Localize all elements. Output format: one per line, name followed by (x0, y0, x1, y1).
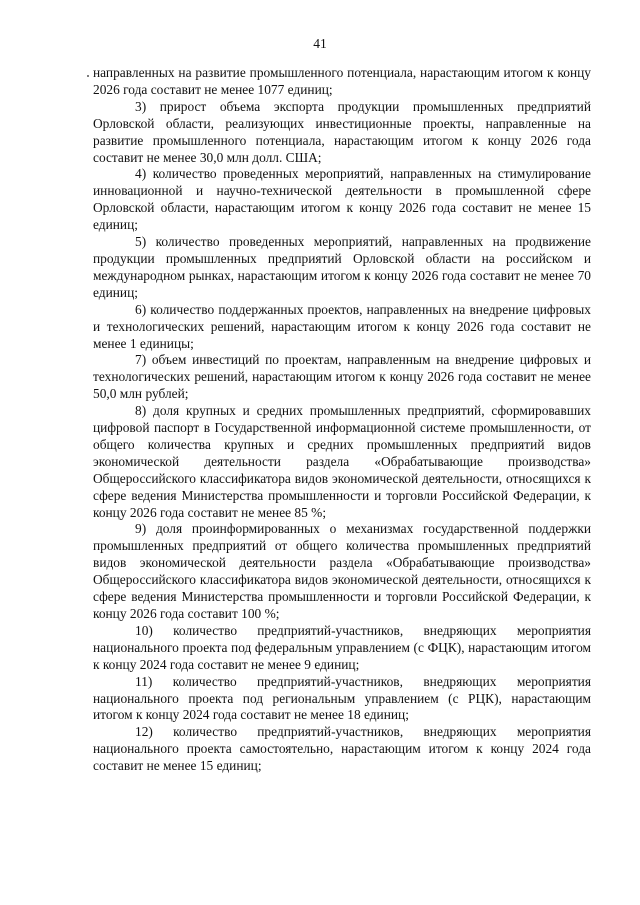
page-number: 41 (313, 36, 327, 51)
scan-speck (87, 75, 89, 77)
list-item-10: 10) количество предприятий-участников, внедряющих мероприятия национального проекта под федеральным управлением (с ФЦК), нарастающим итогом к концу 2024 года составит не менее 9 единиц; (93, 622, 591, 672)
list-item-12: 12) количество предприятий-участников, внедряющих мероприятия национального проекта самостоятельно, нарастающим итогом к концу 2024 года составит не менее 15 единиц; (93, 724, 591, 774)
list-item-4: 4) количество проведенных мероприятий, направленных на стимулирование инновационной и научно-технической деятельности в промышленной сфере Орловской области, нарастающим итогом к концу 2026 года составит не менее 15 единиц; (93, 166, 591, 233)
list-item-7: 7) объем инвестиций по проектам, направленным на внедрение цифровых и технологических решений, нарастающим итогом к концу 2026 года составит не менее 50,0 млн рублей; (93, 352, 591, 402)
list-item-8: 8) доля крупных и средних промышленных предприятий, сформировавших цифровой паспорт в Государственной информационной системе промышленности, от общего количества крупных и средних промышленных предприятий видов экономической деятельности раздела «Обрабатывающие производства» Общероссийского классификатора видов экономической деятельности, относящихся к сфере ведения Министерства промышленности и торговли Российской Федерации, к концу 2026 года составит не менее 85 %; (93, 403, 591, 520)
list-item-5: 5) количество проведенных мероприятий, направленных на продвижение продукции промышленных предприятий Орловской области на российском и международном рынках, нарастающим итогом к концу 2026 года составит не менее 70 единиц; (93, 234, 591, 300)
list-item-11: 11) количество предприятий-участников, внедряющих мероприятия национального проекта под региональным управлением (с РЦК), нарастающим итогом к концу 2024 года составит не менее 18 единиц; (93, 673, 591, 723)
list-item-3: 3) прирост объема экспорта продукции промышленных предприятий Орловской области, реализующих инвестиционные проекты, направленные на развитие промышленного потенциала, нарастающим итогом к концу 2026 года составит не менее 30,0 млн долл. США; (93, 98, 591, 165)
document-body (93, 65, 591, 775)
list-item-6: 6) количество поддержанных проектов, направленных на внедрение цифровых и технологических решений, нарастающим итогом к концу 2026 года составит не менее 1 единицы; (93, 301, 591, 351)
paragraph-continuation: направленных на развитие промышленного потенциала, нарастающим итогом к концу 2026 года составит не менее 1077 единиц; (93, 65, 591, 97)
list-item-9: 9) доля проинформированных о механизмах государственной поддержки промышленных предприятий от общего количества промышленных предприятий видов экономической деятельности раздела «Обрабатывающие производства» Общероссийского классификатора видов экономической деятельности, относящихся к сфере ведения Министерства промышленности и торговли Российской Федерации, к концу 2026 года составит 100 %; (93, 521, 591, 621)
